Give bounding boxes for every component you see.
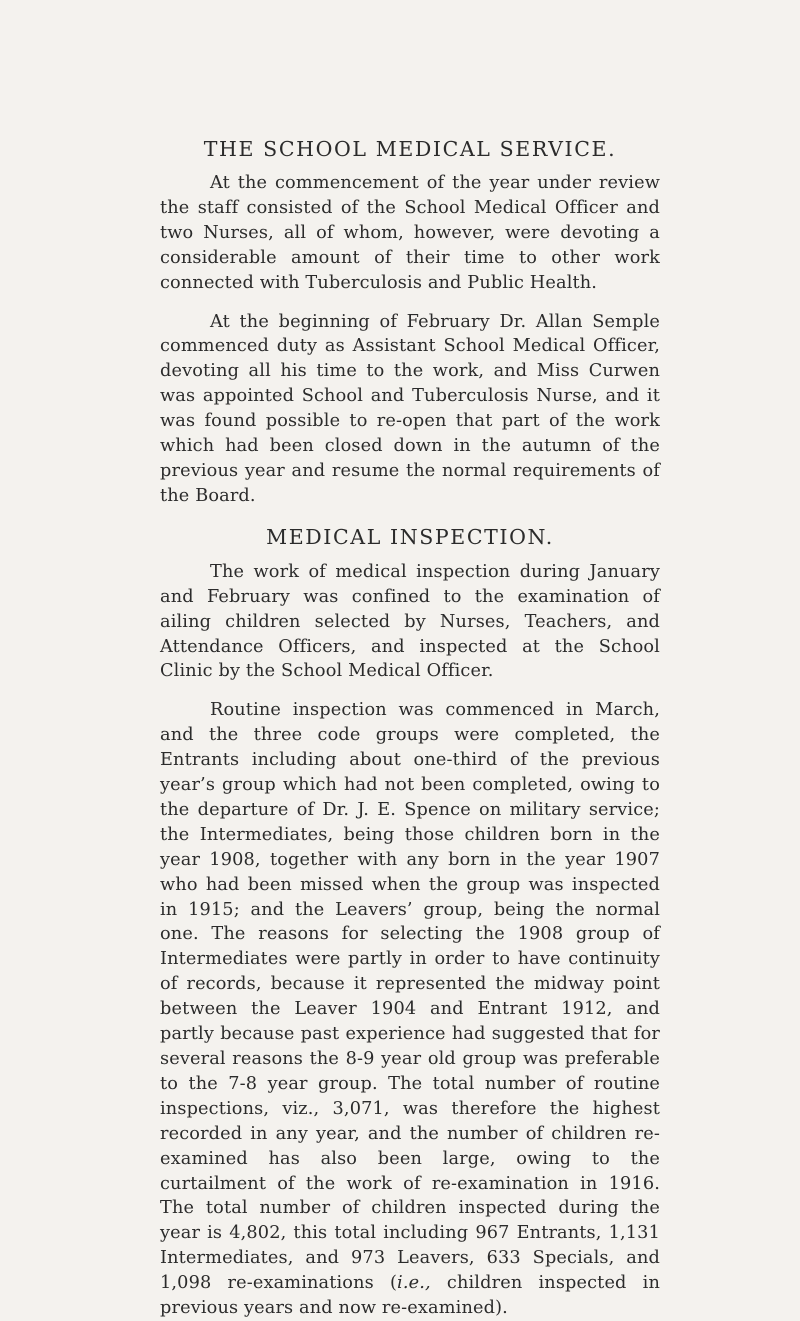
routine-inspection-ending: children inspected in previous years and now re-examined). bbox=[160, 1273, 660, 1319]
paragraph-appointments: At the beginning of February Dr. Allan Semple commenced duty as Assistant School Medical Officer, devoting all his time to the work, and Miss Curwen was appointed School and Tuberculosis Nurse, and it was found possible to re-open that part of the work which had been closed down in the autumn of the previous year and resume the normal requirements of the Board. bbox=[160, 311, 660, 506]
paragraph-january-february: The work of medical inspection during January and February was confined to the examination of ailing children selected by Nurses, Teachers, and Attendance Officers, and inspected at the School Clinic by the School Medical Officer. bbox=[160, 561, 660, 682]
routine-inspection-text: Routine inspection was commenced in March, and the three code groups were completed, the Entrants including about one-third of the previous year’s group which had not been completed, owing to the departure of Dr. J. E. Spence on military service; the Intermediates, being those children born in the year 1908, together with any born in the year 1907 who had been missed when the group was inspected in 1915; and the Leavers’ group, being the normal one. The reasons for selecting the 1908 group of Intermediates were partly in order to have continuity of records, because it represented the midway point between the Leaver 1904 and Entrant 1912, and partly because past experience had suggested that for several reasons the 8-9 year old group was preferable to the 7-8 year group. The total number of routine inspections, viz., 3,071, was therefore the highest recorded in any year, and the number of children re-examined has also been large, owing to the curtailment of the work of re-examination in 1916. The total number of children inspected during the year is 4,802, this total including 967 Entrants, 1,131 Intermediates, and 973 Leavers, 633 Specials, and 1,098 re-examinations ( bbox=[160, 700, 660, 1294]
paragraph-staff: At the commencement of the year under review the staff consisted of the School Medical Officer and two Nurses, all of whom, however, were devoting a considerable amount of their time to other work connected with Tuberculosis and Public Health. bbox=[160, 173, 660, 293]
ie-abbreviation: i.e., bbox=[397, 1273, 431, 1294]
main-heading: THE SCHOOL MEDICAL SERVICE. bbox=[203, 137, 617, 161]
section-heading-medical-inspection: MEDICAL INSPECTION. bbox=[266, 524, 554, 549]
paragraph-routine-inspection bbox=[160, 698, 660, 1321]
